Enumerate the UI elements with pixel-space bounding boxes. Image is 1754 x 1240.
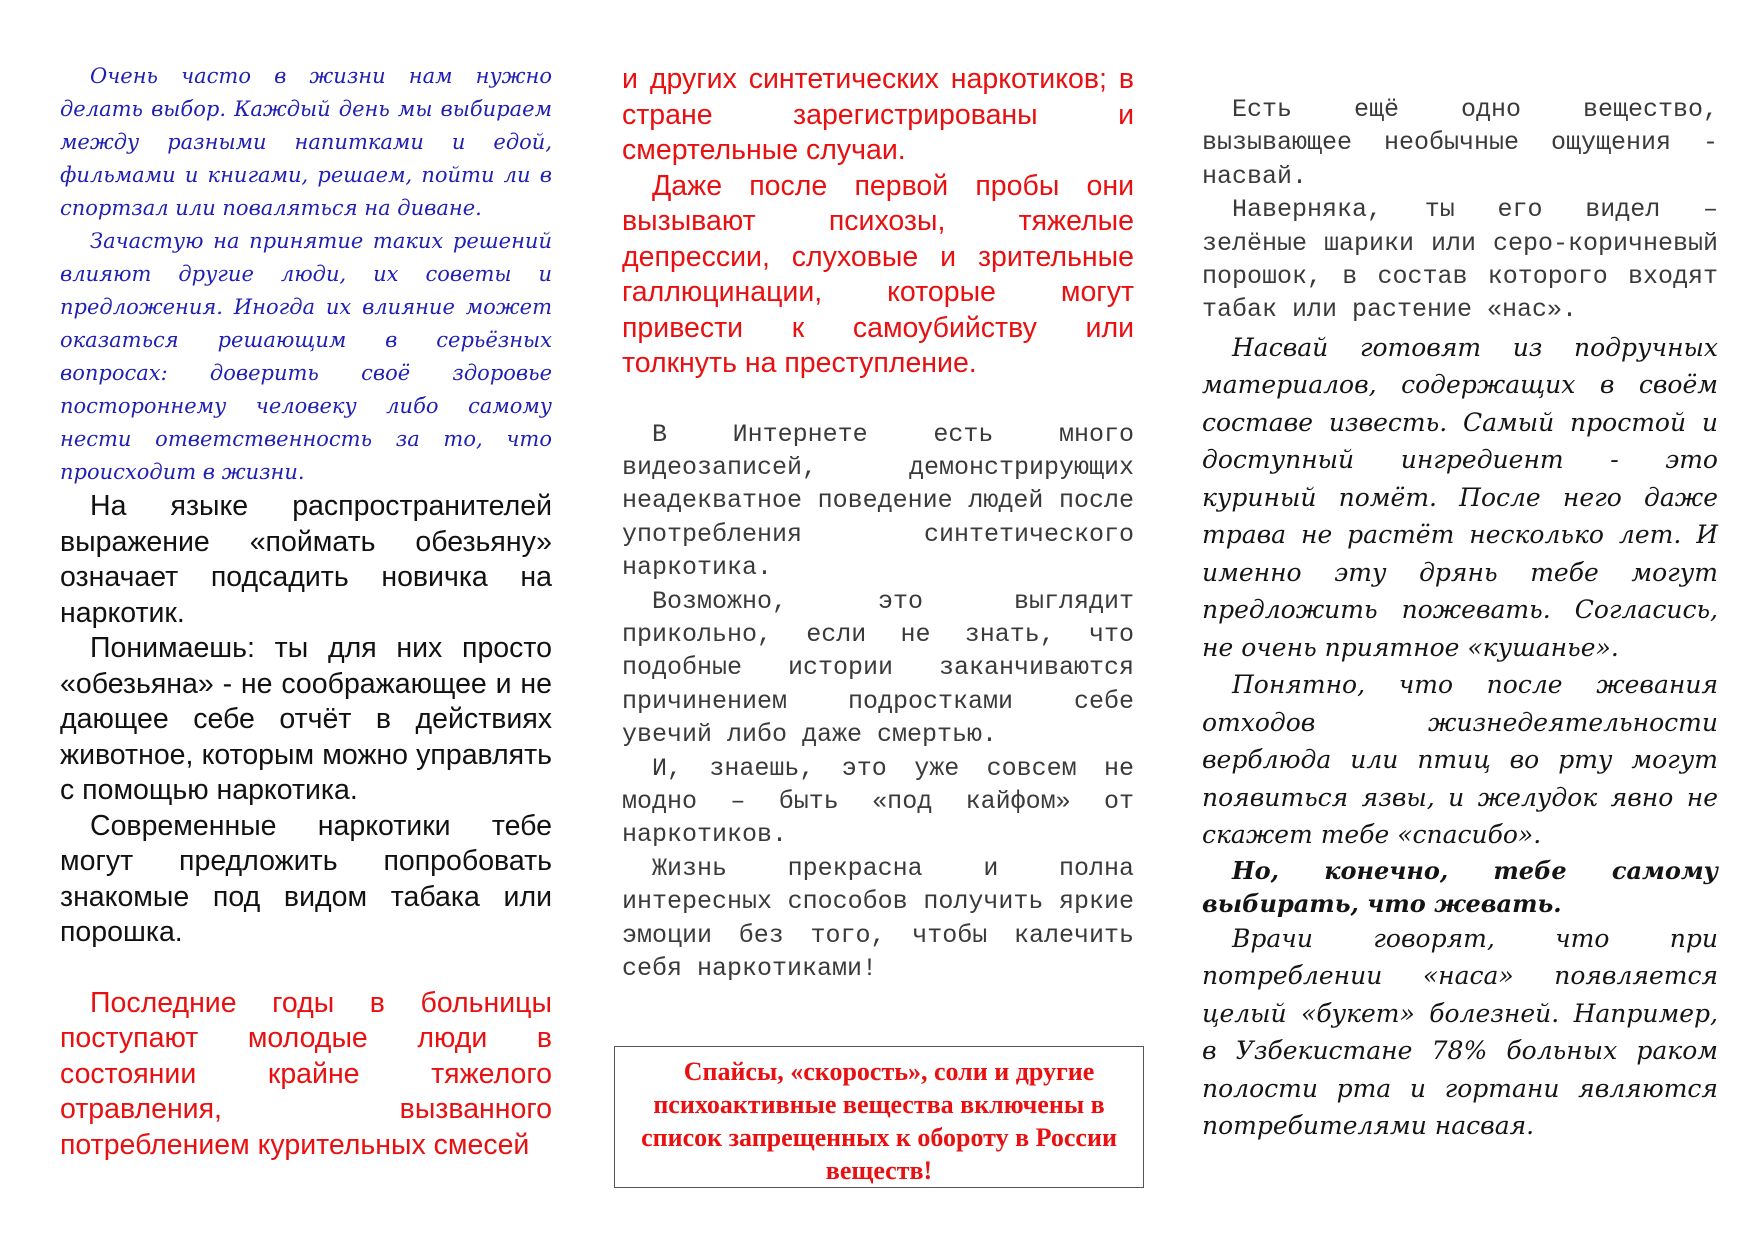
notice-text: Спайсы, «скорость», соли и другие психоактивные вещества включены в список запрещенных к обороту в России веществ! — [641, 1057, 1117, 1185]
paragraph-nasvay-ingredients: Насвай готовят из подручных материалов, содержащих в своём составе известь. Самый простой и доступный ингредиент - это куриный помёт. После него даже трава не растёт несколько лет. И именно эту дрянь тебе могут предложить пожевать. Согласись, не очень приятное «кушанье». — [1202, 332, 1718, 662]
column-right — [1202, 0, 1718, 1145]
paragraph-your-choice: Но, конечно, тебе самому выбирать, что жевать. — [1202, 855, 1718, 918]
paragraph-hospital-poisoning: Последние годы в больницы поступают молодые люди в состоянии крайне тяжелого отравления, вызванного потреблением курительных смесей — [60, 986, 552, 1161]
column-middle — [622, 0, 1134, 985]
paragraph-internet-videos: В Интернете есть много видеозаписей, демонстрирующих неадекватное поведение людей после употребления синтетического наркотика. — [622, 419, 1134, 583]
paragraph-chewing-consequences: Понятно, что после жевания отходов жизнедеятельности верблюда или птиц во рту могут появиться язвы, и желудок явно не скажет тебе «спасибо». — [1202, 670, 1718, 850]
paragraph-nasvay-look: Наверняка, ты его видел – зелёные шарики или серо-коричневый порошок, в состав которого входят табак или растение «нас». — [1202, 195, 1718, 325]
intro-paragraph-choice: Очень часто в жизни нам нужно делать выбор. Каждый день мы выбираем между разными напитками и едой, фильмами и книгами, решаем, пойти ли в спортзал или поваляться на диване. — [60, 64, 552, 220]
intro-paragraph-influence: Зачастую на принятие таких решений влияют другие люди, их советы и предложения. Иногда их влияние может оказаться решающим в серьёзных вопросах: доверить своё здоровье постороннему человеку либо самому нести ответственность за то, что происходит в жизни. — [60, 229, 552, 484]
paragraph-psychosis: Даже после первой пробы они вызывают психозы, тяжелые депрессии, слуховые и зрительные галлюцинации, которые могут привести к самоубийству или толкнуть на преступление. — [622, 169, 1134, 379]
paragraph-you-are-monkey: Понимаешь: ты для них просто «обезьяна» - не соображающее и не дающее себе отчёт в действиях животное, которым можно управлять с помощью наркотика. — [60, 632, 552, 806]
paragraph-doctors-statistics: Врачи говорят, что при потреблении «наса» появляется целый «букет» болезней. Например, в Узбекистане 78% больных раком полости рта и гортани являются потребителями насвая. — [1202, 923, 1718, 1141]
paragraph-not-fashionable: И, знаешь, это уже совсем не модно – быть «под кайфом» от наркотиков. — [622, 753, 1134, 850]
paragraph-catch-monkey: На языке распространителей выражение «поймать обезьяну» означает подсадить новичка на наркотик. — [60, 490, 552, 629]
paragraph-life-beautiful: Жизнь прекрасна и полна интересных способов получить яркие эмоции без того, чтобы калечить себя наркотиками! — [622, 853, 1134, 983]
column-left — [60, 0, 552, 1163]
paragraph-modern-drugs: Современные наркотики тебе могут предложить попробовать знакомые под видом табака или порошка. — [60, 809, 552, 948]
paragraph-synthetic-deaths: и других синтетических наркотиков; в стране зарегистрированы и смертельные случаи. — [622, 63, 1134, 166]
prohibited-substances-notice — [614, 1046, 1144, 1188]
paragraph-nasvay-intro: Есть ещё одно вещество, вызывающее необычные ощущения - насвай. — [1202, 95, 1718, 191]
paragraph-looks-funny: Возможно, это выглядит прикольно, если не знать, что подобные истории заканчиваются причинением подростками себе увечий либо даже смертью. — [622, 586, 1134, 750]
